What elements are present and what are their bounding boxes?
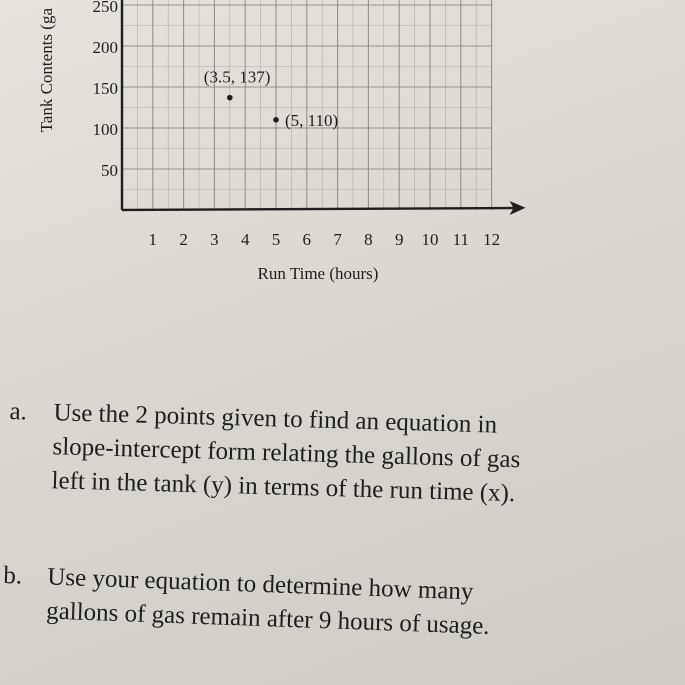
question-b-line: gallons of gas remain after 9 hours of usage. xyxy=(45,597,491,640)
x-tick-label: 8 xyxy=(364,230,373,249)
x-tick-label: 12 xyxy=(483,230,501,249)
question-a-marker: a. xyxy=(9,397,28,426)
question-a-line: slope-intercept form relating the gallons of gas xyxy=(52,433,521,474)
x-axis-line xyxy=(122,208,516,210)
x-tick-label: 3 xyxy=(210,230,219,249)
question-a-text xyxy=(51,396,522,511)
question-a-line: left in the tank (y) in terms of the run time (x). xyxy=(51,467,516,508)
x-tick-label: 5 xyxy=(271,230,281,249)
question-b-line: Use your equation to determine how many xyxy=(46,563,474,606)
question-a-line: Use the 2 points given to find an equation in xyxy=(53,399,498,439)
x-axis-label: Run Time (hours) xyxy=(257,264,379,283)
x-tick-label: 1 xyxy=(148,230,158,249)
tank-contents-chart xyxy=(0,0,685,300)
x-tick-label: 9 xyxy=(394,230,404,249)
question-b-text xyxy=(46,561,492,644)
y-tick-label: 250 xyxy=(92,0,118,16)
x-tick-label: 4 xyxy=(240,230,250,249)
y-tick-label: 200 xyxy=(92,38,118,57)
data-point-label: (3.5, 137) xyxy=(203,67,271,87)
y-axis-label: Tank Contents (ga xyxy=(37,8,56,133)
y-tick-label: 50 xyxy=(101,161,118,180)
x-tick-label: 2 xyxy=(179,230,188,249)
data-point xyxy=(273,117,279,123)
chart-points xyxy=(204,68,338,130)
x-tick-label: 10 xyxy=(421,230,439,249)
y-tick-label: 100 xyxy=(92,120,118,139)
data-point xyxy=(227,95,233,101)
x-tick-label: 11 xyxy=(452,230,469,249)
x-tick-label: 6 xyxy=(302,230,312,249)
chart-grid xyxy=(122,0,492,210)
data-point-label: (5, 110) xyxy=(285,110,339,130)
x-tick-label: 7 xyxy=(333,230,342,249)
question-b-marker: b. xyxy=(2,561,23,590)
y-tick-label: 150 xyxy=(92,79,118,98)
